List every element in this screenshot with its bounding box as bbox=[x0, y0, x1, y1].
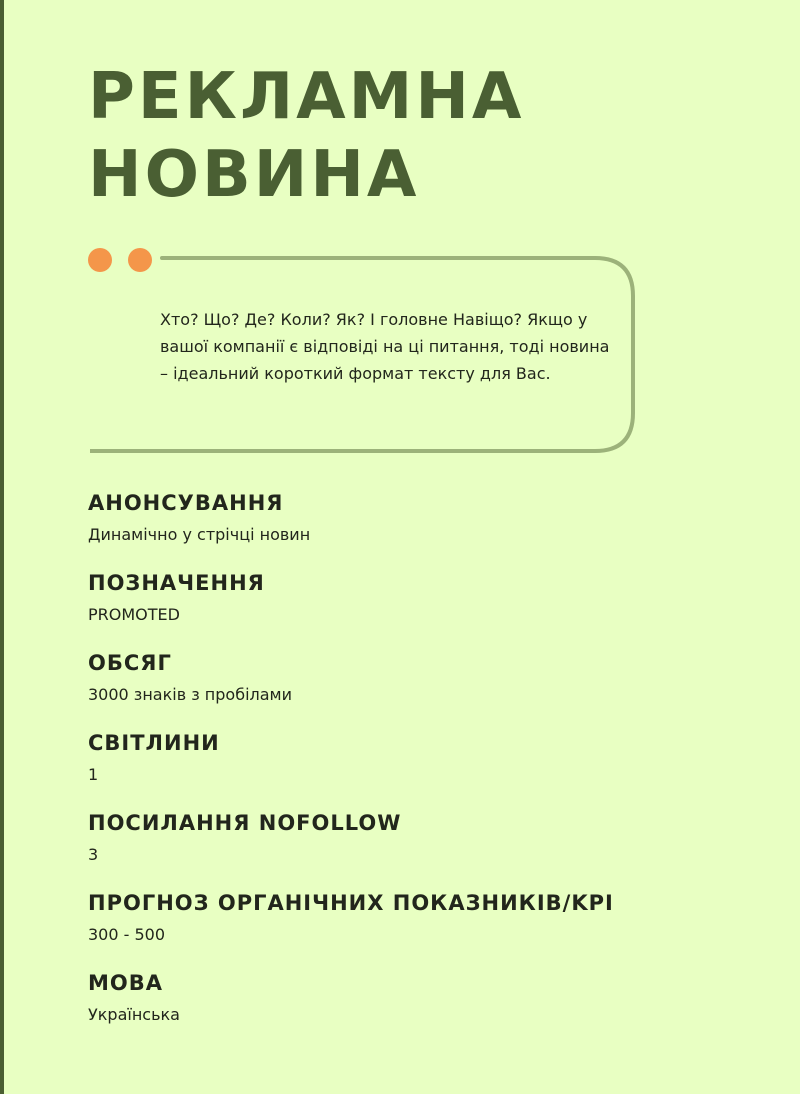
spec-list bbox=[88, 488, 768, 1048]
orange-dot-icon bbox=[88, 248, 112, 272]
intro-text: Хто? Що? Де? Коли? Як? І головне Навіщо? Якщо у вашої компанії є відповіді на ці питання, тоді новина – ідеальний короткий формат тексту для Вас. bbox=[160, 310, 610, 383]
spec-value: Українська bbox=[88, 1005, 180, 1024]
page-title-line-1: РЕКЛАМНА bbox=[88, 60, 525, 134]
spec-item-announcing bbox=[88, 488, 768, 568]
spec-label: ОБСЯГ bbox=[88, 651, 172, 675]
spec-label: МОВА bbox=[88, 971, 164, 995]
page-title-line-2: НОВИНА bbox=[88, 138, 420, 212]
left-accent-bar bbox=[0, 0, 4, 1094]
spec-item-kpi-forecast bbox=[88, 888, 768, 968]
spec-label: ПРОГНОЗ ОРГАНІЧНИХ ПОКАЗНИКІВ/KPI bbox=[88, 891, 614, 915]
spec-item-photos bbox=[88, 728, 768, 808]
decorative-dots bbox=[88, 248, 152, 272]
page-title bbox=[88, 58, 524, 214]
spec-value: PROMOTED bbox=[88, 605, 180, 624]
spec-item-marking bbox=[88, 568, 768, 648]
spec-item-volume bbox=[88, 648, 768, 728]
spec-label: ПОЗНАЧЕННЯ bbox=[88, 571, 265, 595]
spec-value: 3 bbox=[88, 845, 99, 864]
spec-value: 300 - 500 bbox=[88, 925, 166, 944]
spec-value: 3000 знаків з пробілами bbox=[88, 685, 293, 704]
orange-dot-icon bbox=[128, 248, 152, 272]
spec-label: АНОНСУВАННЯ bbox=[88, 491, 284, 515]
spec-item-nofollow-links bbox=[88, 808, 768, 888]
spec-label: ПОСИЛАННЯ NOFOLLOW bbox=[88, 811, 402, 835]
spec-item-language bbox=[88, 968, 768, 1048]
spec-value: Динамічно у стрічці новин bbox=[88, 525, 311, 544]
spec-label: СВІТЛИНИ bbox=[88, 731, 220, 755]
spec-value: 1 bbox=[88, 765, 99, 784]
